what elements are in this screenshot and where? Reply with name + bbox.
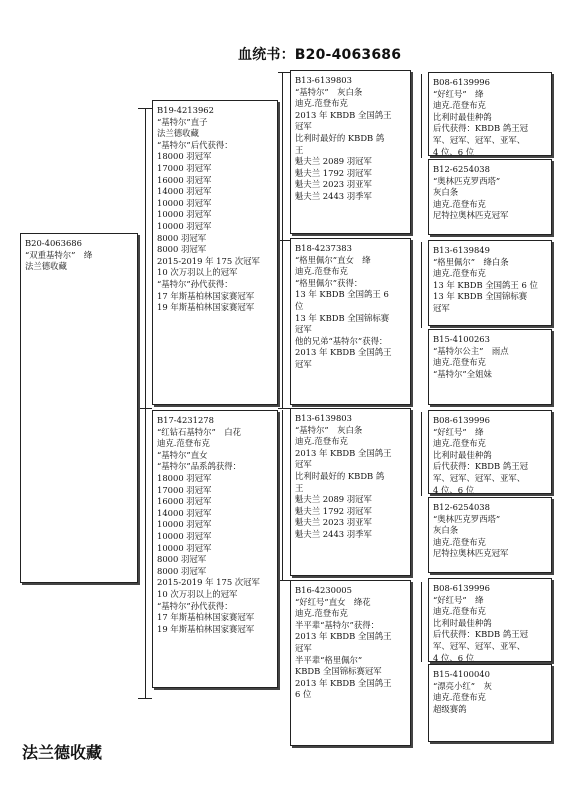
text-line: B18-4237383 bbox=[295, 243, 352, 253]
text-line: 魁夫兰 1792 羽冠军 bbox=[295, 167, 372, 178]
text-line: 10000 羽冠军 bbox=[157, 209, 212, 220]
text-line: “基特尔”全姐妹 bbox=[433, 368, 492, 379]
text-line: 迪克.范登布克 bbox=[433, 100, 486, 111]
text-line: 王 bbox=[295, 482, 304, 493]
text-line: 17000 羽冠军 bbox=[157, 162, 212, 173]
text-line: 13 年 KBDB 全国锦标赛 bbox=[433, 291, 528, 302]
connector-line bbox=[278, 580, 290, 581]
text-line: 4 位、6 位 bbox=[433, 146, 475, 156]
text-line: 法兰德收藏 bbox=[25, 261, 67, 272]
text-line: “漂亮小红” 灰 bbox=[433, 680, 492, 691]
text-line: 迪克.范登布克 bbox=[295, 98, 348, 109]
collection-label: 法兰德收藏 bbox=[22, 743, 103, 762]
great-grandparent-2-lines bbox=[433, 164, 547, 222]
text-line: 2013 年 KBDB 全国鸽王 bbox=[295, 347, 392, 358]
text-line: “基特尔”品系鸽获得： bbox=[157, 461, 241, 472]
text-line: 迪克.范登布克 bbox=[433, 438, 486, 449]
connector-line bbox=[421, 582, 422, 662]
text-line: “基特尔公主” 雨点 bbox=[433, 345, 509, 356]
text-line: 王 bbox=[295, 144, 304, 155]
text-line: 10 次万羽以上的冠军 bbox=[157, 588, 238, 599]
text-line: “格里佩尔”获得： bbox=[295, 277, 363, 288]
text-line: B08-6139996 bbox=[433, 415, 490, 425]
connector-line bbox=[278, 72, 290, 73]
text-line: 比利时最好的 KBDB 鸽 bbox=[295, 132, 385, 143]
text-line: 比利时最佳种鸽 bbox=[433, 449, 492, 460]
text-line: 迪克.范登布克 bbox=[157, 438, 210, 449]
text-line: 迪克.范登布克 bbox=[295, 436, 348, 447]
great-grandparent-card-2 bbox=[428, 159, 552, 235]
text-line: 半平辈“基特尔”获得： bbox=[295, 619, 379, 630]
text-line: 比利时最好的 KBDB 鸽 bbox=[295, 470, 385, 481]
text-line: “好红号” 绛 bbox=[433, 426, 484, 437]
text-line: 军、冠军、冠军、亚军、 bbox=[433, 640, 526, 651]
subject-pigeon-card bbox=[20, 233, 138, 583]
text-line: B13-6139803 bbox=[295, 75, 352, 85]
text-line: 灰白条 bbox=[433, 525, 459, 536]
text-line: 13 年 KBDB 全国鸽王 6 bbox=[295, 289, 389, 300]
text-line: “格里佩尔”直女 绛 bbox=[295, 254, 371, 265]
text-line: 17 年斯基柏林国家赛冠军 bbox=[157, 612, 255, 623]
text-line: B19-4213962 bbox=[157, 105, 214, 115]
text-line: 2013 年 KBDB 全国鸽王 bbox=[295, 631, 392, 642]
text-line: 魁夫兰 2089 羽冠军 bbox=[295, 494, 372, 505]
text-line: 后代获得：KBDB 鸽王冠 bbox=[433, 629, 528, 640]
connector-line bbox=[138, 698, 152, 699]
grandparent-2-lines bbox=[295, 243, 406, 371]
text-line: 冠军 bbox=[295, 324, 312, 335]
text-line: 2013 年 KBDB 全国鸽王 bbox=[295, 677, 392, 688]
text-line: 19 年斯基柏林国家赛冠军 bbox=[157, 623, 255, 634]
text-line: 2013 年 KBDB 全国鸽王 bbox=[295, 447, 392, 458]
connector-line bbox=[282, 410, 283, 580]
text-line: 冠军 bbox=[433, 302, 450, 313]
text-line: 魁夫兰 1792 羽冠军 bbox=[295, 505, 372, 516]
text-line: 魁夫兰 2443 羽季军 bbox=[295, 528, 372, 539]
grandparent-card-1 bbox=[290, 70, 411, 234]
text-line: “双重基特尔” 绛 bbox=[25, 249, 93, 260]
text-line: 军、冠军、冠军、亚军、 bbox=[433, 472, 526, 483]
grandparent-card-2 bbox=[290, 238, 411, 405]
text-line: 2013 年 KBDB 全国鸽王 bbox=[295, 109, 392, 120]
great-grandparent-card-6 bbox=[428, 497, 552, 573]
text-line: 军、冠军、冠军、亚军、 bbox=[433, 134, 526, 145]
great-grandparent-8-lines bbox=[433, 669, 547, 715]
grandparent-4-lines bbox=[295, 585, 406, 701]
text-line: B13-6139849 bbox=[433, 245, 490, 255]
text-line: 6 位 bbox=[295, 689, 312, 700]
text-line: “基特尔” 灰白条 bbox=[295, 424, 363, 435]
text-line: 迪克.范登布克 bbox=[295, 266, 348, 277]
text-line: “基特尔” 灰白条 bbox=[295, 86, 363, 97]
great-grandparent-card-1 bbox=[428, 72, 552, 156]
connector-line bbox=[138, 108, 152, 109]
text-line: 尼特拉奥林匹克冠军 bbox=[433, 548, 509, 559]
text-line: 10000 羽冠军 bbox=[157, 542, 212, 553]
text-line: 迪克.范登布克 bbox=[433, 692, 486, 703]
text-line: “好红号” 绛 bbox=[433, 594, 484, 605]
grandparent-1-lines bbox=[295, 75, 406, 203]
great-grandparent-7-lines bbox=[433, 583, 547, 662]
text-line: 魁夫兰 2023 羽亚军 bbox=[295, 517, 372, 528]
text-line: 16000 羽冠军 bbox=[157, 174, 212, 185]
text-line: “红钻石基特尔” 白花 bbox=[157, 426, 241, 437]
text-line: 冠军 bbox=[295, 459, 312, 470]
text-line: KBDB 全国锦标赛冠军 bbox=[295, 666, 382, 677]
text-line: B08-6139996 bbox=[433, 77, 490, 87]
text-line: 13 年 KBDB 全国鸽王 6 位 bbox=[433, 279, 538, 290]
connector-line bbox=[145, 108, 146, 698]
text-line: 16000 羽冠军 bbox=[157, 496, 212, 507]
text-line: B15-4100263 bbox=[433, 334, 490, 344]
text-line: “基特尔”后代获得： bbox=[157, 139, 233, 150]
sire-card bbox=[152, 100, 278, 405]
text-line: 10000 羽冠军 bbox=[157, 197, 212, 208]
text-line: 17000 羽冠军 bbox=[157, 484, 212, 495]
great-grandparent-5-lines bbox=[433, 415, 547, 494]
text-line: 迪克.范登布克 bbox=[433, 536, 486, 547]
text-line: “基特尔”直子 bbox=[157, 116, 208, 127]
text-line: 超级赛鸽 bbox=[433, 703, 467, 714]
text-line: 位 bbox=[295, 300, 304, 311]
text-line: B12-6254038 bbox=[433, 164, 490, 174]
text-line: 10 次万羽以上的冠军 bbox=[157, 267, 238, 278]
text-line: 4 位、6 位 bbox=[433, 652, 475, 662]
text-line: 2015-2019 年 175 次冠军 bbox=[157, 255, 260, 266]
text-line: 冠军 bbox=[295, 358, 312, 369]
great-grandparent-6-lines bbox=[433, 502, 547, 560]
text-line: 10000 羽冠军 bbox=[157, 220, 212, 231]
text-line: “好红号” 绛 bbox=[433, 88, 484, 99]
text-line: 他的兄弟“基特尔”获得： bbox=[295, 335, 388, 346]
connector-line bbox=[278, 240, 290, 241]
grandparent-card-3 bbox=[290, 408, 411, 576]
text-line: “奥林匹克罗西塔” bbox=[433, 175, 501, 186]
text-line: “奥林匹克罗西塔” bbox=[433, 513, 501, 524]
great-grandparent-card-5 bbox=[428, 410, 552, 494]
text-line: 8000 羽冠军 bbox=[157, 565, 207, 576]
text-line: “格里佩尔” 绛白条 bbox=[433, 256, 509, 267]
text-line: 比利时最佳种鸽 bbox=[433, 617, 492, 628]
text-line: 后代获得：KBDB 鸽王冠 bbox=[433, 123, 528, 134]
text-line: 冠军 bbox=[295, 642, 312, 653]
text-line: 半平辈“格里佩尔” bbox=[295, 654, 363, 665]
connector-line bbox=[278, 408, 290, 409]
text-line: 10000 羽冠军 bbox=[157, 519, 212, 530]
text-line: 17 年斯基柏林国家赛冠军 bbox=[157, 290, 255, 301]
text-line: 迪克.范登布克 bbox=[433, 357, 486, 368]
great-grandparent-card-7 bbox=[428, 578, 552, 662]
text-line: 8000 羽冠军 bbox=[157, 232, 207, 243]
text-line: 后代获得：KBDB 鸽王冠 bbox=[433, 461, 528, 472]
text-line: 迪克.范登布克 bbox=[433, 606, 486, 617]
text-line: 10000 羽冠军 bbox=[157, 530, 212, 541]
text-line: 尼特拉奥林匹克冠军 bbox=[433, 210, 509, 221]
text-line: B08-6139996 bbox=[433, 583, 490, 593]
text-line: 迪克.范登布克 bbox=[433, 198, 486, 209]
text-line: “基特尔”孙代获得： bbox=[157, 600, 233, 611]
dam-lines bbox=[157, 415, 273, 635]
text-line: B15-4100040 bbox=[433, 669, 490, 679]
text-line: 18000 羽冠军 bbox=[157, 151, 212, 162]
grandparent-3-lines bbox=[295, 413, 406, 541]
connector-line bbox=[138, 408, 152, 409]
text-line: “基特尔”直女 bbox=[157, 449, 208, 460]
great-grandparent-card-4 bbox=[428, 329, 552, 405]
text-line: 迪克.范登布克 bbox=[295, 608, 348, 619]
text-line: B16-4230005 bbox=[295, 585, 352, 595]
page-title: 血统书：B20-4063686 bbox=[238, 47, 402, 63]
text-line: 14000 羽冠军 bbox=[157, 507, 212, 518]
great-grandparent-1-lines bbox=[433, 77, 547, 156]
text-line: 2015-2019 年 175 次冠军 bbox=[157, 577, 260, 588]
great-grandparent-4-lines bbox=[433, 334, 547, 380]
text-line: 魁夫兰 2023 羽亚军 bbox=[295, 179, 372, 190]
text-line: 13 年 KBDB 全国锦标赛 bbox=[295, 312, 390, 323]
text-line: 18000 羽冠军 bbox=[157, 472, 212, 483]
sire-lines bbox=[157, 105, 273, 314]
text-line: 比利时最佳种鸽 bbox=[433, 111, 492, 122]
text-line: 灰白条 bbox=[433, 187, 459, 198]
great-grandparent-3-lines bbox=[433, 245, 547, 315]
text-line: B12-6254038 bbox=[433, 502, 490, 512]
text-line: 法兰德收藏 bbox=[157, 128, 199, 139]
text-line: 4 位、6 位 bbox=[433, 484, 475, 494]
text-line: 魁夫兰 2089 羽冠军 bbox=[295, 156, 372, 167]
text-line: B13-6139803 bbox=[295, 413, 352, 423]
subject-lines bbox=[25, 238, 133, 273]
text-line: B17-4231278 bbox=[157, 415, 214, 425]
text-line: B20-4063686 bbox=[25, 238, 82, 248]
connector-line bbox=[421, 412, 422, 496]
great-grandparent-card-3 bbox=[428, 240, 552, 326]
text-line: “好红号”直女 绛花 bbox=[295, 596, 371, 607]
text-line: “基特尔”孙代获得： bbox=[157, 278, 233, 289]
dam-card bbox=[152, 410, 278, 688]
text-line: 8000 羽冠军 bbox=[157, 554, 207, 565]
connector-line bbox=[421, 74, 422, 158]
text-line: 19 年斯基柏林国家赛冠军 bbox=[157, 302, 255, 313]
connector-line bbox=[421, 242, 422, 328]
text-line: 魁夫兰 2443 羽季军 bbox=[295, 190, 372, 201]
text-line: 14000 羽冠军 bbox=[157, 186, 212, 197]
text-line: 迪克.范登布克 bbox=[433, 268, 486, 279]
grandparent-card-4 bbox=[290, 580, 411, 746]
text-line: 冠军 bbox=[295, 121, 312, 132]
text-line: 8000 羽冠军 bbox=[157, 244, 207, 255]
great-grandparent-card-8 bbox=[428, 664, 552, 742]
